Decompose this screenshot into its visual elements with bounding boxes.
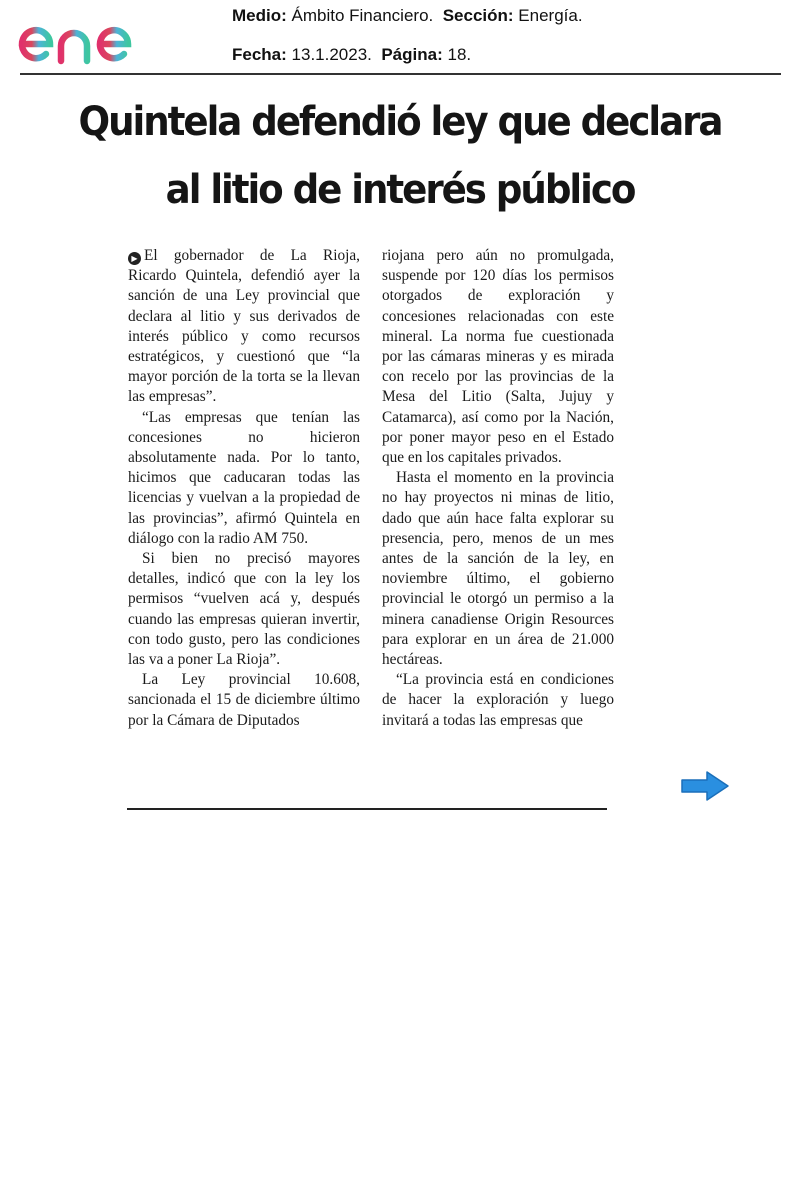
seccion-value: Energía. (518, 6, 583, 25)
article-paragraph (128, 246, 360, 408)
paragraph-text: El gobernador de La Rioja, Ricardo Quintela, defendió ayer la sanción de una Ley provincial que declara al litio y sus derivados de interés público y como recursos estratégicos, y cuestionó que “la mayor porción de la torta se la llevan las empresas”. (128, 247, 360, 406)
article-paragraph: Si bien no precisó mayores detalles, indicó que con la ley los permisos “vuelven acá y, después cuando las empresas quieran invertir, con todo gusto, pero las condiciones las va a poner La Rioja”. (128, 550, 360, 669)
medio-label: Medio: (232, 6, 287, 25)
article-paragraph: riojana pero aún no promulgada, suspende por 120 días los permisos otorgados de exploración y concesiones relacionadas con este mineral. La norma fue cuestionada por las cámaras mineras y es mirada con recelo por las provincias de la Mesa del Litio (Salta, Jujuy y Catamarca), así como por la Nación, por poner mayor peso en el Estado que en los capitales privados. (382, 247, 614, 467)
seccion-label: Sección: (442, 6, 514, 25)
fecha-value: 13.1.2023. (291, 45, 372, 64)
fecha-label: Fecha: (232, 45, 287, 64)
headline-line-1: Quintela defendió ley que declara (78, 99, 722, 145)
header-divider (20, 73, 781, 75)
play-circle-icon: ▶ (128, 252, 141, 265)
enel-logo (16, 14, 170, 68)
meta-medio-seccion (232, 6, 583, 26)
arrow-right-icon[interactable] (679, 769, 731, 803)
article-headline (47, 88, 754, 224)
clipping-header (0, 0, 800, 76)
article-paragraph: La Ley provincial 10.608, sancionada el 15 de diciembre último por la Cámara de Diputados (128, 671, 360, 729)
article-end-divider (127, 808, 607, 810)
article-column-2 (382, 246, 614, 731)
article-paragraph: “Las empresas que tenían las concesiones no hicieron absolutamente nada. Por lo tanto, hicimos que caducaran todas las licencias y vuelvan a la propiedad de las provincias”, afirmó Quintela en diálogo con la radio AM 750. (128, 408, 360, 547)
article-paragraph: “La provincia está en condiciones de hacer la exploración y luego invitará a todas las empresas que (382, 671, 614, 729)
headline-line-2: al litio de interés público (165, 167, 635, 213)
pagina-value: 18. (447, 45, 472, 64)
meta-fecha-pagina (232, 45, 471, 65)
medio-value: Ámbito Financiero. (291, 6, 434, 25)
pagina-label: Página: (381, 45, 443, 64)
article-column-1 (128, 246, 360, 731)
article-paragraph: Hasta el momento en la provincia no hay proyectos ni minas de litio, dado que aún hace falta explorar su presencia, pero, menos de un mes antes de la sanción de la ley, en noviembre último, el gobierno provincial le otorgó un permiso a la minera canadiense Origin Resources para explorar en un área de 21.000 hectáreas. (382, 469, 614, 669)
